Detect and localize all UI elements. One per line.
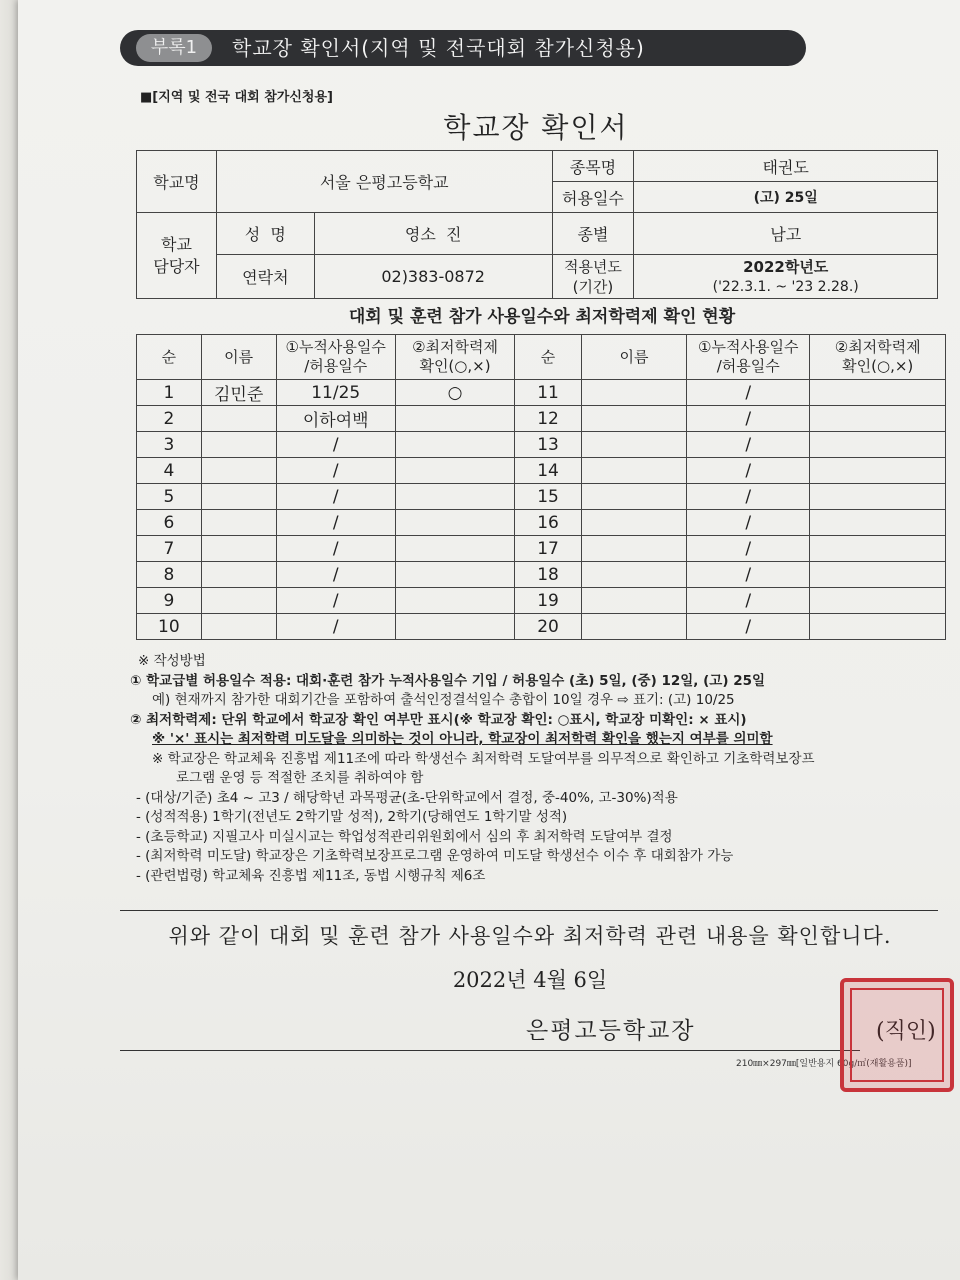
athlete-name: [581, 380, 686, 406]
cumulative-days: /: [276, 614, 395, 640]
cumulative-days: /: [687, 614, 810, 640]
academic-check: [810, 458, 946, 484]
confirmation-text: 위와 같이 대회 및 훈련 참가 사용일수와 최저학력 관련 내용을 확인합니다.: [168, 924, 892, 948]
academic-check: [395, 458, 514, 484]
grid-header: ①누적사용일수 /허용일수: [276, 335, 395, 380]
cumulative-days: /: [276, 484, 395, 510]
gender-value: 남고: [634, 213, 938, 255]
row-number: 7: [137, 536, 202, 562]
athlete-name: [201, 432, 276, 458]
cumulative-days: /: [276, 510, 395, 536]
row-number: 6: [137, 510, 202, 536]
grid-header: 순: [515, 335, 582, 380]
cumulative-days: 11/25: [276, 380, 395, 406]
section-title: 대회 및 훈련 참가 사용일수와 최저학력제 확인 현황: [348, 307, 736, 327]
notes-title: ※ 작성방법: [138, 653, 206, 669]
academic-check: [810, 510, 946, 536]
row-number: 3: [137, 432, 202, 458]
academic-check: [810, 484, 946, 510]
school-name-value: 서울 은평고등학교: [216, 151, 552, 213]
note-target: - (대상/기준) 초4 ~ 고3 / 해당학년 과목평균(초-단위학교에서 결정, 중-40%, 고-30%)적용: [136, 789, 678, 806]
note-grades: - (성적적용) 1학기(전년도 2학기말 성적), 2학기(당해연도 1학기말 성적): [136, 809, 568, 825]
academic-check: [810, 406, 946, 432]
note-x-meaning: ※ '×' 표시는 최저학력 미도달을 의미하는 것이 아니라, 학교장이 최저학력 확인을 했는지 여부를 의미함: [152, 731, 773, 747]
cumulative-days: 이하여백: [276, 406, 395, 432]
manager-name-value: 영소 진: [314, 213, 552, 255]
cumulative-days: /: [687, 406, 810, 432]
cumulative-days: /: [276, 458, 395, 484]
row-number: 14: [515, 458, 582, 484]
appendix-tag: 부록1: [136, 34, 212, 62]
table-row: [137, 406, 946, 432]
note-allowed-days: ① 학교급별 허용일수 적용: 대회·훈련 참가 누적사용일수 기입 / 허용일수 (초) 5일, (중) 12일, (고) 25일: [130, 672, 766, 689]
table-row: [137, 380, 946, 406]
instructions: [130, 652, 940, 886]
sport-label: 종목명: [552, 151, 634, 182]
row-number: 8: [137, 562, 202, 588]
table-row: [137, 536, 946, 562]
document-title: 학교장 확인서: [443, 111, 629, 144]
document-page: [18, 0, 960, 1280]
athlete-name: [581, 510, 686, 536]
cumulative-days: /: [276, 588, 395, 614]
table-row: [137, 588, 946, 614]
note-below-min: - (최저학력 미도달) 학교장은 기초학력보장프로그램 운영하여 미도달 학생선수 이수 후 대회참가 가능: [136, 848, 734, 864]
paper-spec-footer: 210㎜×297㎜[일반용지 60g/㎡(재활용품)]: [736, 1059, 912, 1069]
row-number: 13: [515, 432, 582, 458]
academic-check: [810, 614, 946, 640]
row-number: 11: [515, 380, 582, 406]
athlete-name: [201, 536, 276, 562]
athlete-name: [581, 588, 686, 614]
row-number: 18: [515, 562, 582, 588]
athlete-name: [201, 458, 276, 484]
row-number: 16: [515, 510, 582, 536]
athlete-name: 김민준: [201, 380, 276, 406]
grid-header: 이름: [581, 335, 686, 380]
athlete-name: [201, 588, 276, 614]
header-title: 학교장 확인서(지역 및 전국대회 참가신청용): [232, 36, 645, 60]
athlete-name: [201, 484, 276, 510]
academic-check: [810, 380, 946, 406]
academic-check: ○: [395, 380, 514, 406]
year-label: 적용년도 (기간): [552, 255, 634, 299]
manager-label: 학교 담당자: [137, 213, 217, 299]
table-row: [137, 614, 946, 640]
grid-header: 순: [137, 335, 202, 380]
athlete-name: [581, 432, 686, 458]
official-seal-label: (직인): [876, 1019, 936, 1044]
year-cell: [634, 255, 938, 299]
school-seal-stamp: [840, 978, 954, 1092]
row-number: 12: [515, 406, 582, 432]
cumulative-days: /: [687, 536, 810, 562]
table-row: [137, 562, 946, 588]
issue-date: 2022년 4월 6일: [452, 968, 608, 992]
academic-check: [810, 562, 946, 588]
grid-header: 이름: [201, 335, 276, 380]
table-row: [137, 432, 946, 458]
seal-inner-border: [850, 988, 944, 1082]
cumulative-days: /: [276, 562, 395, 588]
allowed-days-value: (고) 25일: [634, 182, 938, 213]
cumulative-days: /: [276, 432, 395, 458]
table-row: [137, 484, 946, 510]
cumulative-days: /: [687, 380, 810, 406]
grid-header: ②최저학력제 확인(○,×): [395, 335, 514, 380]
note-principal-duty: ※ 학교장은 학교체육 진흥법 제11조에 따라 학생선수 최저학력 도달여부를 의무적으로 확인하고 기초학력보장프: [152, 750, 815, 767]
academic-check: [395, 588, 514, 614]
divider-top: [120, 910, 938, 911]
athlete-name: [201, 562, 276, 588]
athlete-name: [581, 406, 686, 432]
contact-label: 연락처: [216, 255, 314, 299]
row-number: 10: [137, 614, 202, 640]
note-law: - (관련법령) 학교체육 진흥법 제11조, 동법 시행규칙 제6조: [136, 867, 486, 884]
cumulative-days: /: [276, 536, 395, 562]
athlete-name: [581, 458, 686, 484]
row-number: 4: [137, 458, 202, 484]
cumulative-days: /: [687, 510, 810, 536]
row-number: 20: [515, 614, 582, 640]
athlete-name: [581, 536, 686, 562]
academic-check: [395, 510, 514, 536]
cumulative-days: /: [687, 484, 810, 510]
athlete-name: [201, 614, 276, 640]
row-number: 5: [137, 484, 202, 510]
academic-check: [395, 562, 514, 588]
cumulative-days: /: [687, 458, 810, 484]
principal-title: 은평고등학교장: [526, 1018, 696, 1044]
academic-check: [810, 536, 946, 562]
athlete-name: [581, 562, 686, 588]
grid-header-row: [137, 335, 946, 380]
athlete-name: [581, 484, 686, 510]
form-subheading: ■[지역 및 전국 대회 참가신청용]: [140, 90, 333, 105]
cumulative-days: /: [687, 432, 810, 458]
academic-check: [395, 484, 514, 510]
manager-name-label: 성 명: [216, 213, 314, 255]
athlete-grid: [136, 334, 946, 640]
table-row: [137, 510, 946, 536]
school-name-label: 학교명: [137, 151, 217, 213]
academic-check: [810, 588, 946, 614]
note-elementary: - (초등학교) 지필고사 미실시교는 학업성적관리위원회에서 심의 후 최저학력 도달여부 결정: [136, 828, 673, 845]
grid-header: ②최저학력제 확인(○,×): [810, 335, 946, 380]
academic-check: [810, 432, 946, 458]
athlete-name: [581, 614, 686, 640]
row-number: 17: [515, 536, 582, 562]
gender-label: 종별: [552, 213, 634, 255]
grid-header: ①누적사용일수 /허용일수: [687, 335, 810, 380]
note-principal-duty-cont: 로그램 운영 등 적절한 조치를 취하여야 함: [176, 770, 424, 786]
note-min-academic: ② 최저학력제: 단위 학교에서 학교장 확인 여부만 표시(※ 학교장 확인: ○표시, 학교장 미확인: × 표시): [130, 711, 747, 728]
row-number: 19: [515, 588, 582, 614]
athlete-name: [201, 406, 276, 432]
row-number: 2: [137, 406, 202, 432]
year-value: 2022학년도: [743, 257, 829, 276]
row-number: 9: [137, 588, 202, 614]
note-allowed-days-example: 예) 현재까지 참가한 대회기간을 포함하여 출석인정결석일수 총합이 10일 경우 ⇨ 표기: (고) 10/25: [152, 692, 735, 708]
cumulative-days: /: [687, 588, 810, 614]
athlete-name: [201, 510, 276, 536]
row-number: 1: [137, 380, 202, 406]
school-info-table: [136, 150, 938, 299]
academic-check: [395, 536, 514, 562]
row-number: 15: [515, 484, 582, 510]
academic-check: [395, 406, 514, 432]
contact-value: 02)383-0872: [314, 255, 552, 299]
academic-check: [395, 614, 514, 640]
year-period: ('22.3.1. ~ '23 2.28.): [712, 278, 859, 295]
cumulative-days: /: [687, 562, 810, 588]
academic-check: [395, 432, 514, 458]
divider-bottom: [120, 1050, 860, 1051]
allowed-days-label: 허용일수: [552, 182, 634, 213]
table-row: [137, 458, 946, 484]
sport-value: 태권도: [634, 151, 938, 182]
